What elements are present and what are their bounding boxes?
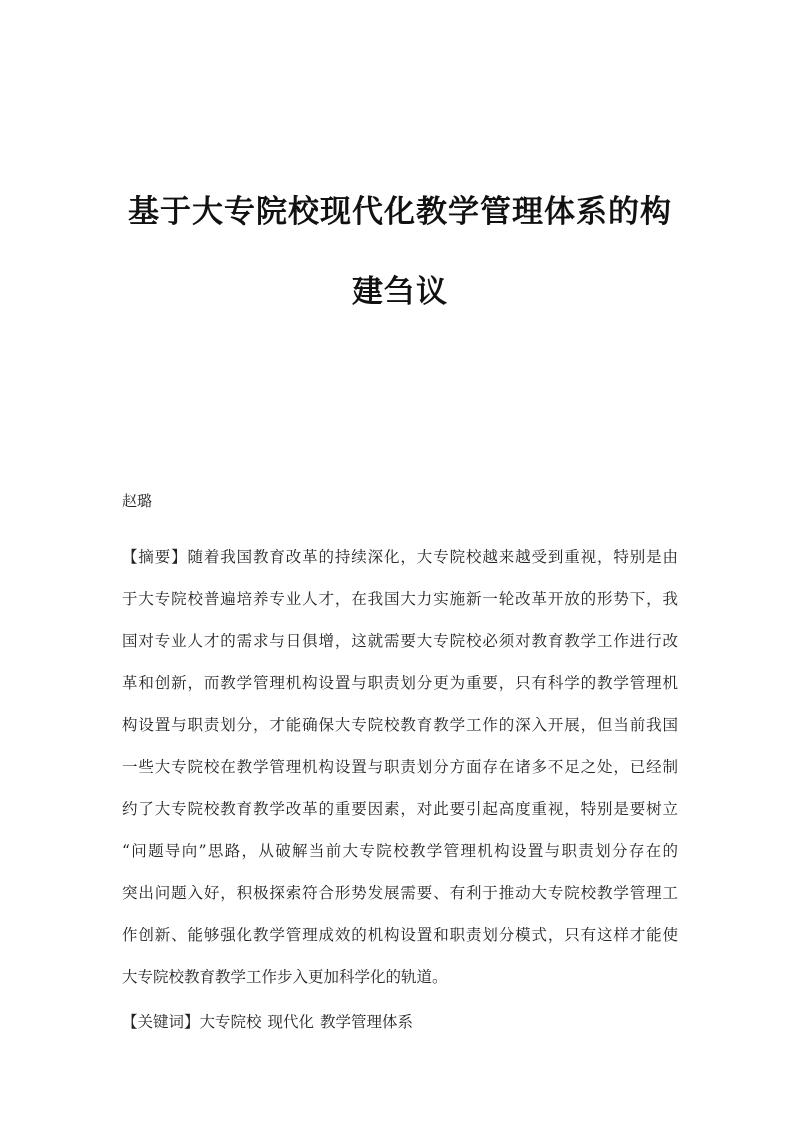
abstract-line: 于大专院校普遍培养专业人才，在我国大力实施新一轮改革开放的形势下，我 — [122, 590, 678, 608]
document-title-line-2: 建刍议 — [352, 274, 448, 310]
abstract-line: 约了大专院校教育教学改革的重要因素，对此要引起高度重视，特别是要树立 — [122, 800, 678, 818]
document-title-line-1: 基于大专院校现代化教学管理体系的构 — [128, 194, 672, 230]
abstract-line: 【摘要】随着我国教育改革的持续深化，大专院校越来越受到重视，特别是由 — [122, 548, 678, 566]
keyword: 大专院校 — [199, 1013, 262, 1031]
keyword: 教学管理体系 — [320, 1013, 414, 1031]
abstract-paragraph — [122, 536, 678, 998]
keywords-label: 【关键词】 — [122, 1013, 200, 1031]
abstract-line: “问题导向”思路，从破解当前大专院校教学管理机构设置与职责划分存在的 — [122, 842, 678, 860]
abstract-line: 革和创新，而教学管理机构设置与职责划分更为重要，只有科学的教学管理机 — [122, 674, 678, 692]
abstract-line: 构设置与职责划分，才能确保大专院校教育教学工作的深入开展，但当前我国 — [122, 716, 678, 734]
author-name: 赵璐 — [122, 492, 153, 510]
abstract-line: 大专院校教育教学工作步入更加科学化的轨道。 — [122, 968, 448, 986]
abstract-line: 一些大专院校在教学管理机构设置与职责划分方面存在诸多不足之处，已经制 — [122, 758, 678, 776]
abstract-line: 国对专业人才的需求与日俱增，这就需要大专院校必须对教育教学工作进行改 — [122, 632, 678, 650]
abstract-line: 作创新、能够强化教学管理成效的机构设置和职责划分模式，只有这样才能使 — [122, 926, 678, 944]
keywords-line — [122, 1011, 419, 1033]
keyword: 现代化 — [267, 1013, 315, 1031]
abstract-line: 突出问题入好，积极探索符合形势发展需要、有利于推动大专院校教学管理工 — [122, 884, 678, 902]
